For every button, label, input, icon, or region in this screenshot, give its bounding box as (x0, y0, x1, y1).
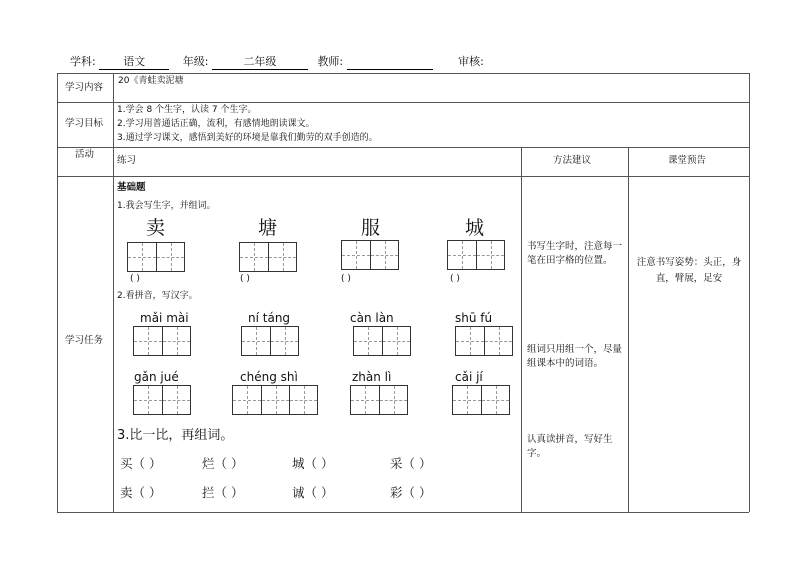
q2-grid-1-2[interactable] (241, 326, 299, 356)
compare-2-4: 彩（ ） (390, 485, 432, 500)
pinyin-2-2: chéng shì (240, 370, 298, 384)
q1-paren-1: ( ) (130, 274, 140, 284)
q2-grid-2-1[interactable] (133, 385, 191, 415)
section-title: 基础题 (117, 182, 146, 193)
q1-char-3: 服 (361, 217, 381, 239)
compare-2-2: 拦（ ） (202, 485, 244, 500)
method-label: 方法建议 (553, 155, 592, 166)
header-line (70, 55, 484, 70)
goal-2: 2.学习用普通话正确，流利，有感情地朗读课文。 (117, 119, 315, 129)
pinyin-1-3: càn làn (350, 311, 394, 325)
q2-grid-2-2[interactable] (232, 385, 318, 415)
pinyin-2-4: cǎi jí (455, 370, 483, 384)
practice-label: 练习 (117, 155, 137, 166)
method-tip-3: 认真读拼音，写好生字。 (527, 434, 613, 459)
compare-2-3: 诚（ ） (292, 485, 334, 500)
preview-tip: 注意书写姿势：头正，身直，臂展，足安 (636, 257, 742, 284)
q2-grid-1-4[interactable] (455, 326, 513, 356)
q1-grid-4[interactable] (447, 240, 505, 270)
q1-char-1: 卖 (146, 217, 166, 239)
content-value: 20《青蛙卖泥塘 (118, 76, 184, 86)
q2-grid-1-3[interactable] (353, 326, 411, 356)
pinyin-1-2: ní táng (248, 311, 291, 325)
q1-paren-3: ( ) (341, 274, 351, 284)
subject-label: 学科: (70, 55, 96, 68)
goal-1: 1.学会 8 个生字，认读 7 个生字。 (117, 105, 257, 115)
pinyin-1-1: mǎi mài (140, 311, 189, 325)
grade-label: 年级: (182, 55, 209, 68)
preview-label: 课堂预告 (668, 155, 707, 166)
task-label: 学习任务 (65, 335, 104, 346)
q2-grid-2-3[interactable] (350, 385, 408, 415)
question-2: 2.看拼音，写汉字。 (117, 291, 198, 301)
q1-grid-2[interactable] (239, 242, 297, 272)
q1-char-4: 城 (465, 217, 485, 239)
goal-3: 3.通过学习课文，感悟到美好的环境是靠我们勤劳的双手创造的。 (117, 133, 378, 143)
q1-grid-3[interactable] (341, 240, 399, 270)
grade-value: 二年级 (212, 55, 308, 70)
compare-2-1: 卖（ ） (120, 485, 162, 500)
q1-char-2: 塘 (258, 217, 278, 239)
q2-grid-2-4[interactable] (452, 385, 510, 415)
pinyin-2-1: gǎn jué (134, 370, 179, 384)
goals-label: 学习目标 (65, 118, 104, 129)
q1-paren-2: ( ) (240, 274, 250, 284)
compare-1-1: 买（ ） (120, 456, 162, 471)
activity-label: 活动 (75, 149, 95, 160)
question-1: 1.我会写生字，并组词。 (117, 201, 216, 211)
compare-1-4: 采（ ） (390, 456, 432, 471)
q1-paren-4: ( ) (450, 274, 460, 284)
teacher-label: 教师: (317, 55, 344, 68)
q1-grid-1[interactable] (127, 242, 185, 272)
pinyin-1-4: shū fú (455, 311, 493, 325)
compare-1-2: 烂（ ） (202, 456, 244, 471)
review-label: 审核: (458, 55, 484, 68)
pinyin-2-3: zhàn lì (352, 370, 392, 384)
method-tip-1: 书写生字时，注意每一笔在田字格的位置。 (527, 241, 623, 266)
compare-1-3: 城（ ） (292, 456, 334, 471)
q2-grid-1-1[interactable] (133, 326, 191, 356)
teacher-value (347, 55, 433, 70)
content-label: 学习内容 (65, 82, 104, 93)
question-3: 3.比一比，再组词。 (117, 428, 234, 443)
method-tip-2: 组词只用组一个，尽量组课本中的词语。 (527, 344, 623, 369)
subject-value: 语文 (99, 55, 169, 70)
